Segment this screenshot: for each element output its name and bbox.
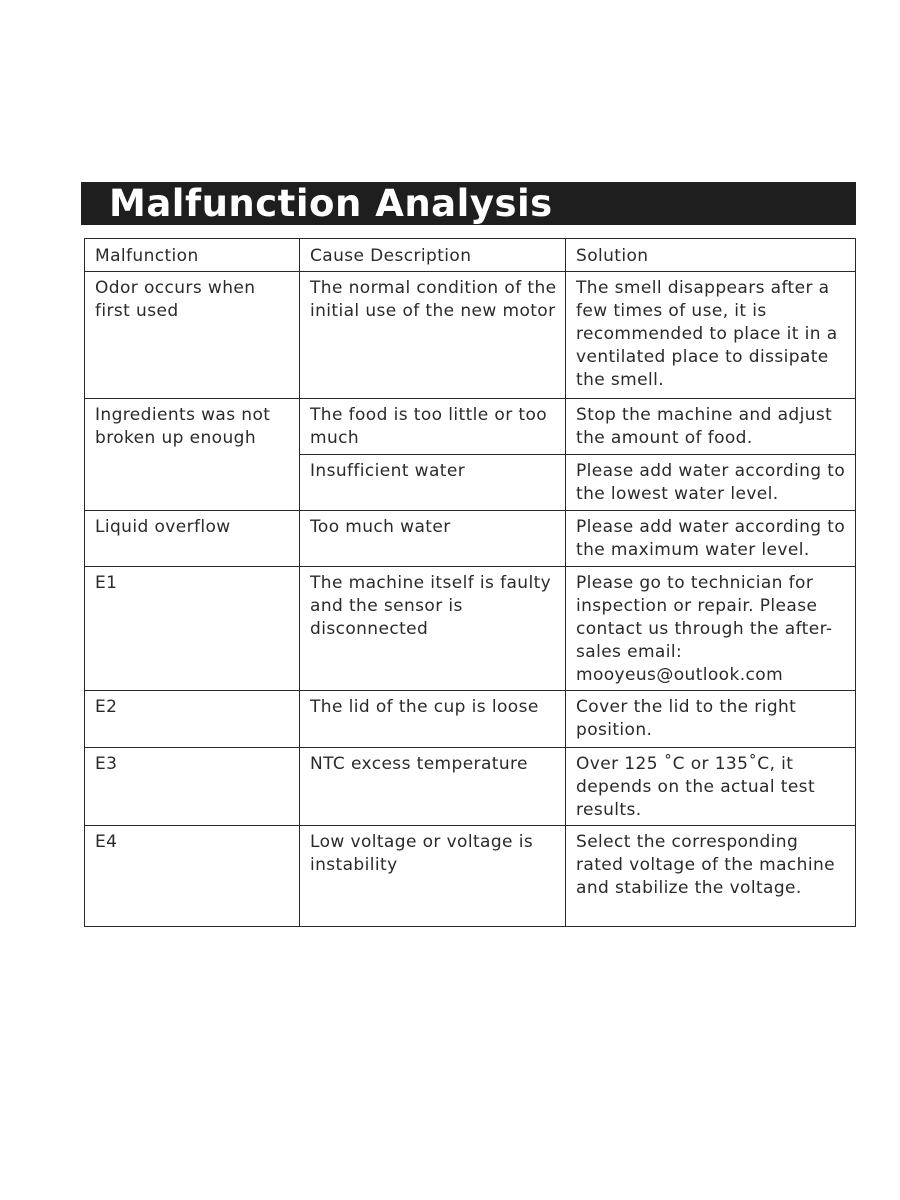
table-row [85, 691, 856, 748]
table-row [85, 748, 856, 826]
cause-cell: The food is too little or too much [300, 399, 566, 455]
solution-cell: The smell disappears after a few times of use, it is recommended to place it in a ventilated place to dissipate the smell. [566, 272, 856, 399]
cause-cell: Too much water [300, 511, 566, 567]
table-row [85, 511, 856, 567]
solution-cell: Please add water according to the lowest water level. [566, 455, 856, 511]
cause-cell: The machine itself is faulty and the sensor is disconnected [300, 567, 566, 691]
page-title: Malfunction Analysis [81, 182, 856, 225]
malfunction-cell: Liquid overflow [85, 511, 300, 567]
header-solution: Solution [566, 239, 856, 272]
cause-cell: NTC excess temperature [300, 748, 566, 826]
cause-cell: Insufficient water [300, 455, 566, 511]
malfunction-cell: Odor occurs when first used [85, 272, 300, 399]
malfunction-cell: E1 [85, 567, 300, 691]
malfunction-cell: E4 [85, 826, 300, 927]
table-row [85, 567, 856, 691]
table-header-row [85, 239, 856, 272]
solution-cell: Over 125 ˚C or 135˚C, it depends on the actual test results. [566, 748, 856, 826]
header-cause-description: Cause Description [300, 239, 566, 272]
cause-cell: The lid of the cup is loose [300, 691, 566, 748]
table-row [85, 272, 856, 399]
malfunction-cell: E2 [85, 691, 300, 748]
solution-cell: Please add water according to the maximum water level. [566, 511, 856, 567]
malfunction-table [84, 238, 856, 927]
solution-cell: Stop the machine and adjust the amount of food. [566, 399, 856, 455]
solution-cell: Select the corresponding rated voltage of the machine and stabilize the voltage. [566, 826, 856, 927]
solution-cell: Cover the lid to the right position. [566, 691, 856, 748]
solution-cell: Please go to technician for inspection or repair. Please contact us through the after-sales email: mooyeus@outlook.com [566, 567, 856, 691]
malfunction-cell: E3 [85, 748, 300, 826]
cause-cell: The normal condition of the initial use of the new motor [300, 272, 566, 399]
malfunction-cell: Ingredients was not broken up enough [85, 399, 300, 511]
table-row [85, 826, 856, 927]
cause-cell: Low voltage or voltage is instability [300, 826, 566, 927]
table-row [85, 399, 856, 455]
header-malfunction: Malfunction [85, 239, 300, 272]
